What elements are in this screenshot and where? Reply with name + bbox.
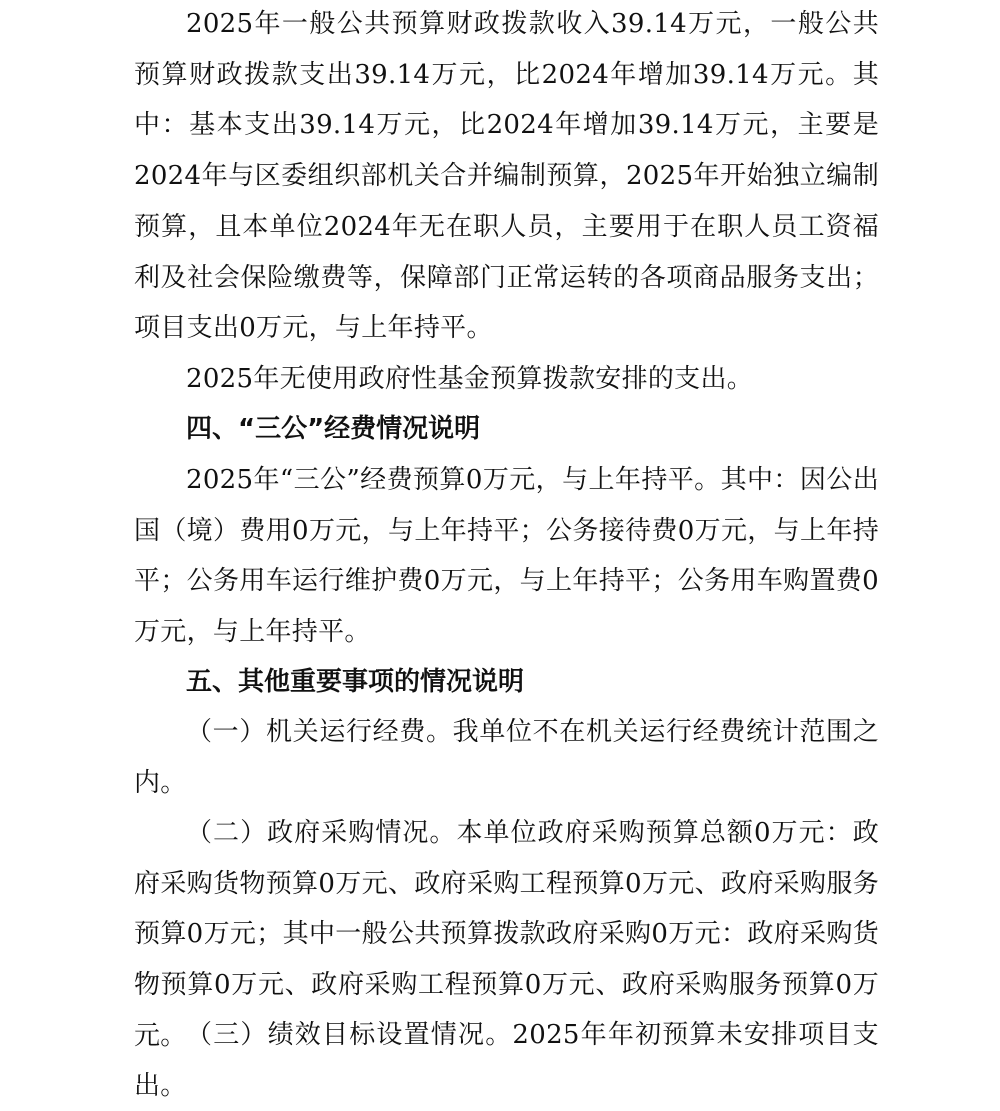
- paragraph-government-procurement: （二）政府采购情况。本单位政府采购预算总额0万元：政府采购货物预算0万元、政府采购工程预算0万元、政府采购服务预算0万元；其中一般公共预算拨款政府采购0万元：政府采购货物预算0万元、政府采购工程预算0万元、政府采购服务预算0万元。: [134, 818, 879, 1051]
- paragraph-government-fund: 2025年无使用政府性基金预算拨款安排的支出。: [186, 364, 754, 394]
- section-heading-other-matters: 五、其他重要事项的情况说明: [186, 667, 525, 697]
- section-heading-three-public-expenses: 四、“三公”经费情况说明: [186, 414, 481, 444]
- paragraph-general-budget: 2025年一般公共预算财政拨款收入39.14万元，一般公共预算财政拨款支出39.14万元，比2024年增加39.14万元。其中：基本支出39.14万元，比2024年增加39.14万元，主要是2024年与区委组织部机关合并编制预算，2025年开始独立编制预算，且本单位2024年无在职人员，主要用于在职人员工资福利及社会保险缴费等，保障部门正常运转的各项商品服务支出；项目支出0万元，与上年持平。: [134, 9, 879, 344]
- paragraph-performance-targets: （三）绩效目标设置情况。2025年年初预算未安排项目支出。: [134, 1020, 879, 1101]
- paragraph-three-public-expenses: 2025年“三公”经费预算0万元，与上年持平。其中：因公出国（境）费用0万元，与上年持平；公务接待费0万元，与上年持平；公务用车运行维护费0万元，与上年持平；公务用车购置费0万元，与上年持平。: [134, 465, 879, 648]
- paragraph-operating-expenses: （一）机关运行经费。我单位不在机关运行经费统计范围之内。: [134, 717, 879, 798]
